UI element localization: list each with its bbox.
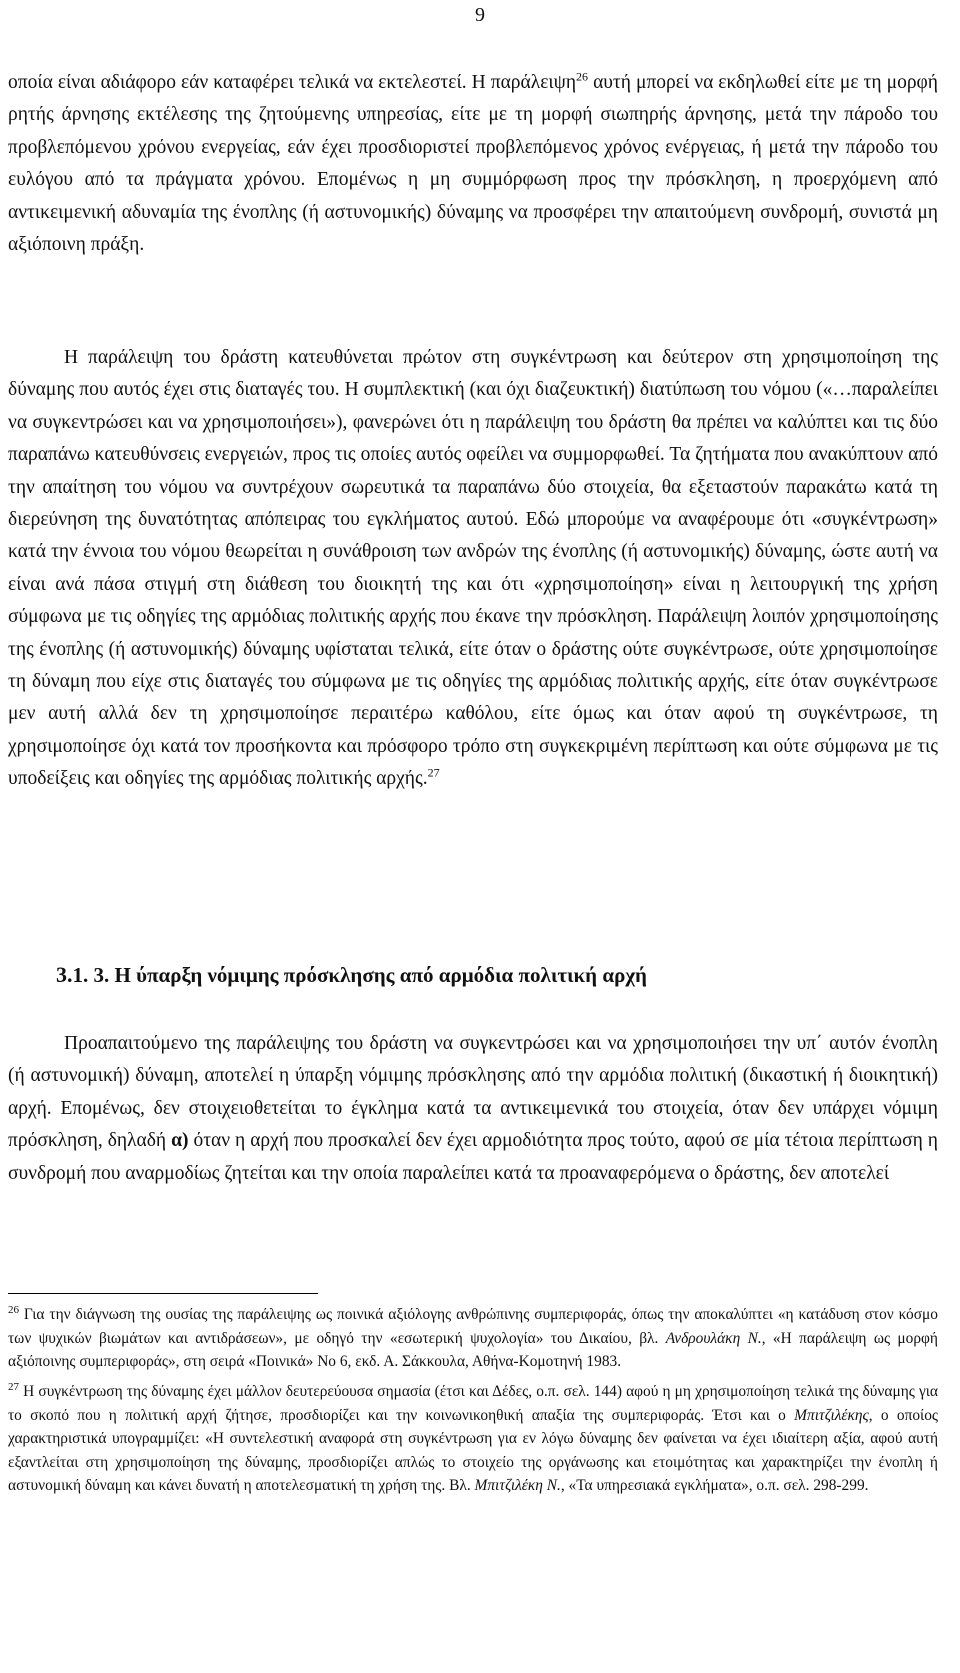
footnote-divider [8,1293,318,1294]
footnote-27-text-a: Η συγκέντρωση της δύναμης έχει μάλλον δευτερεύουσα σημασία (έτσι και Δέδες, ο.π. σελ. 144) αφού η μη χρησιμοποίηση τελικά της δύναμης για το σκοπό που η πολιτική αρχή ζήτησε, προσδιορίζει και την κοινωνικοηθική απαξία της συμπεριφοράς. Έτσι και ο [8,1383,938,1424]
paragraph-3 [8,1028,938,1190]
footnote-ref-27[interactable]: 27 [427,765,440,780]
paragraph-2 [8,342,938,796]
footnote-26-mark: 26 [8,1303,19,1316]
footnote-27-author-2: Μπιτζιλέκη Ν. [474,1477,561,1495]
footnote-ref-26[interactable]: 26 [576,69,589,84]
paragraph-1-text-a: οποία είναι αδιάφορο εάν καταφέρει τελικά να εκτελεστεί. Η παράλειψη [8,72,577,93]
section-heading [56,962,647,988]
paragraph-3-text-a: Προαπαιτούμενο της παράλειψης του δράστη να συγκεντρώσει και να χρησιμοποιήσει την υπ΄ αυτόν ένοπλη (ή αστυνομική) δύναμη, αποτελεί η ύπαρξη νόμιμης πρόσκλησης από την αρμόδια πολιτική (δικαστική ή διοικητική) αρχή. Επομένως, δεν στοιχειοθετείται το έγκλημα κατά τα αντικειμενικά του στοιχεία, όταν δεν υπάρχει νόμιμη πρόσκληση, δηλαδή [8,1033,938,1152]
footnote-27-author: Μπιτζιλέκης [794,1406,869,1424]
section-heading-number: 3. [56,962,73,987]
paragraph-1-text-b: αυτή μπορεί να εκδηλωθεί είτε με τη μορφή ρητής άρνησης εκτέλεσης της ζητούμενης υπηρεσίας, είτε με τη μορφή σιωπηρής άρνησης, μετά την πάροδο του προβλεπόμενου χρόνου ενεργείας, εάν έχει προσδιοριστεί προβλεπόμενος χρόνος ενέργειας, ή μετά την πάροδο του ευλόγου από τα πράγματα χρόνου. Επομένως η μη συμμόρφωση προς την πρόσκληση, η προερχόμενη από αντικειμενική αδυναμία της ένοπλης (ή αστυνομικής) δύναμης να προσφέρει την απαιτούμενη συνδρομή, συνιστά μη αξιόποινη πράξη. [8,72,938,256]
footnote-27-text-b: , ο οποίος χαρακτηριστικά υπογραμμίζει: «Η συντελεστική αναφορά στη συγκέντρωση για εν λόγω δύναμης δεν φαίνεται να έχει ιδιαίτερη αξία, αφού αυτή εξαντλείται στη χρησιμοποίηση της δύναμης, προσδιορίζει απλώς το στοιχείο της οργάνωσης και ετοιμότητας και χαρακτηρίζει την ένοπλη ή αστυνομική δύναμη και κάνει δυνατή η αποτελεσματική τη χρήση της. Βλ. [8,1406,938,1495]
paragraph-3-text-b: όταν η αρχή που προσκαλεί δεν έχει αρμοδιότητα προς τούτο, αφού σε μία τέτοια περίπτωση η συνδρομή που αναρμοδίως ζητείται και την οποία παραλείπει κατά τα προαναφερόμενα ο δράστης, δεν αποτελεί [8,1130,938,1184]
paragraph-1 [8,67,938,261]
footnote-26 [8,1303,938,1374]
section-heading-title: 1. 3. Η ύπαρξη νόμιμης πρόσκλησης από αρμόδια πολιτική αρχή [72,963,647,987]
footnote-26-author: Ανδρουλάκη Ν. [665,1329,762,1347]
footnote-27 [8,1380,938,1498]
footnote-27-mark: 27 [8,1380,19,1393]
page-number: 9 [475,4,485,26]
paragraph-3-bold-marker: α) [171,1130,189,1152]
footnote-27-text-c: , «Τα υπηρεσιακά εγκλήματα», ο.π. σελ. 298-299. [560,1477,869,1495]
footnote-26-text-a: Για την διάγνωση της ουσίας της παράλειψης ως ποινικά αξιόλογης ανθρώπινης συμπεριφοράς, όπως την αποκαλύπτει «η κατάδυση στον κόσμο των ψυχικών βιωμάτων και αντιδράσεων», με οδηγό την «εσωτερική ψυχολογία» του Δικαίου, βλ. [8,1306,938,1347]
paragraph-2-text: Η παράλειψη του δράστη κατευθύνεται πρώτον στη συγκέντρωση και δεύτερον στη χρησιμοποίηση της δύναμης που αυτός έχει στις διαταγές του. Η συμπλεκτική (και όχι διαζευκτική) διατύπωση του νόμου («…παραλείπει να συγκεντρώσει και να χρησιμοποιήσει»), φανερώνει ότι η παράλειψη του δράστη θα πρέπει να καλύπτει και τις δύο παραπάνω κατευθύνσεις ενεργειών, προς τις οποίες αυτός οφείλει να συμμορφωθεί. Τα ζητήματα που ανακύπτουν από την απαίτηση του νόμου να συντρέχουν σωρευτικά τα παραπάνω δύο στοιχεία, θα εξεταστούν παρακάτω κατά τη διερεύνηση της δυνατότητας απόπειρας του εγκλήματος αυτού. Εδώ μπορούμε να αναφέρουμε ότι «συγκέντρωση» κατά την έννοια του νόμου θεωρείται η συνάθροιση των ανδρών της ένοπλης (ή αστυνομικής) δύναμης, ώστε αυτή να είναι ανά πάσα στιγμή στη διάθεση του διοικητή της και ότι «χρησιμοποίηση» είναι η λειτουργική της χρήση σύμφωνα με τις οδηγίες της αρμόδιας πολιτικής αρχής που έκανε την πρόσκληση. Παράλειψη λοιπόν χρησιμοποίησης της ένοπλης (ή αστυνομικής) δύναμης υφίσταται τελικά, είτε όταν ο δράστης ούτε συγκέντρωσε, ούτε χρησιμοποίησε τη δύναμη που είχε στις διαταγές του σύμφωνα με τις οδηγίες της αρμόδιας πολιτικής αρχής, είτε όταν συγκέντρωσε μεν αυτή αλλά δεν τη χρησιμοποίησε περαιτέρω καθόλου, είτε όμως και όταν αφού τη συγκέντρωσε, τη χρησιμοποίησε όχι κατά τον προσήκοντα και πρόσφορο τρόπο στη συγκεκριμένη περίπτωση και ούτε σύμφωνα με τις υποδείξεις και οδηγίες της αρμόδιας πολιτικής αρχής. [8,347,938,790]
footnote-26-text-b: , «Η παράλειψη ως μορφή αξιόποινης συμπεριφοράς», στη σειρά «Ποινικά» Νο 6, εκδ. Α. Σάκκουλα, Αθήνα-Κομοτηνή 1983. [8,1329,938,1371]
